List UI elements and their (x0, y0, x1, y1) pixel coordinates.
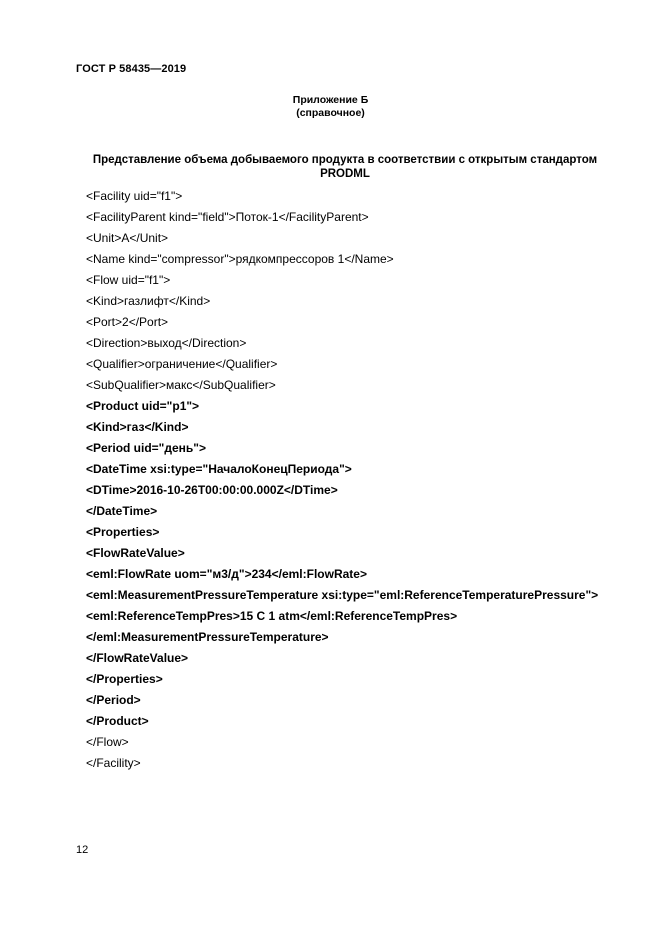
code-line: <Flow uid="f1"> (86, 273, 171, 287)
code-line: </FlowRateValue> (86, 651, 189, 665)
code-line: <SubQualifier>макс</SubQualifier> (86, 378, 276, 392)
code-line: <eml:ReferenceTempPres>15 C 1 atm</eml:ReferenceTempPres> (86, 609, 458, 623)
code-line: <Period uid="день"> (86, 441, 206, 455)
annex-title: Приложение Б (292, 94, 369, 106)
code-line: </Product> (86, 714, 149, 728)
code-line: <FacilityParent kind="field">Поток-1</FacilityParent> (86, 210, 369, 224)
code-line: <DTime>2016-10-26T00:00:00.000Z</DTime> (86, 483, 338, 497)
page-number: 12 (76, 844, 89, 856)
section-title (90, 153, 600, 181)
code-line: <FlowRateValue> (86, 546, 185, 560)
code-line: </Properties> (86, 672, 163, 686)
section-title-line-2: PRODML (320, 168, 370, 180)
code-line: <Properties> (86, 525, 160, 539)
code-line: </eml:MeasurementPressureTemperature> (86, 630, 329, 644)
code-line: <Kind>газлифт</Kind> (86, 294, 211, 308)
code-line: <Direction>выход</Direction> (86, 336, 247, 350)
code-line: <Qualifier>ограничение</Qualifier> (86, 357, 278, 371)
code-line: <Facility uid="f1"> (86, 189, 183, 203)
code-line: <Unit>A</Unit> (86, 231, 169, 245)
code-line: <Product uid="p1"> (86, 399, 200, 413)
code-line: </Period> (86, 693, 141, 707)
code-line: <eml:MeasurementPressureTemperature xsi:type="eml:ReferenceTemperaturePressure"> (86, 588, 599, 602)
code-line: <DateTime xsi:type="НачалоКонецПериода"> (86, 462, 352, 476)
section-title-line-1: Представление объема добываемого продукта в соответствии с открытым стандартом (92, 154, 598, 166)
code-line: <Port>2</Port> (86, 315, 169, 329)
code-line: </Facility> (86, 756, 141, 770)
code-line: <eml:FlowRate uom="м3/д">234</eml:FlowRate> (86, 567, 367, 581)
annex-subtitle: (справочное) (296, 107, 365, 119)
code-line: <Name kind="compressor">рядкомпрессоров 1</Name> (86, 252, 394, 266)
standard-id: ГОСТ Р 58435—2019 (76, 63, 187, 75)
xml-code-listing (86, 186, 598, 774)
code-line: <Kind>газ</Kind> (86, 420, 189, 434)
code-line: </Flow> (86, 735, 129, 749)
code-line: </DateTime> (86, 504, 158, 518)
